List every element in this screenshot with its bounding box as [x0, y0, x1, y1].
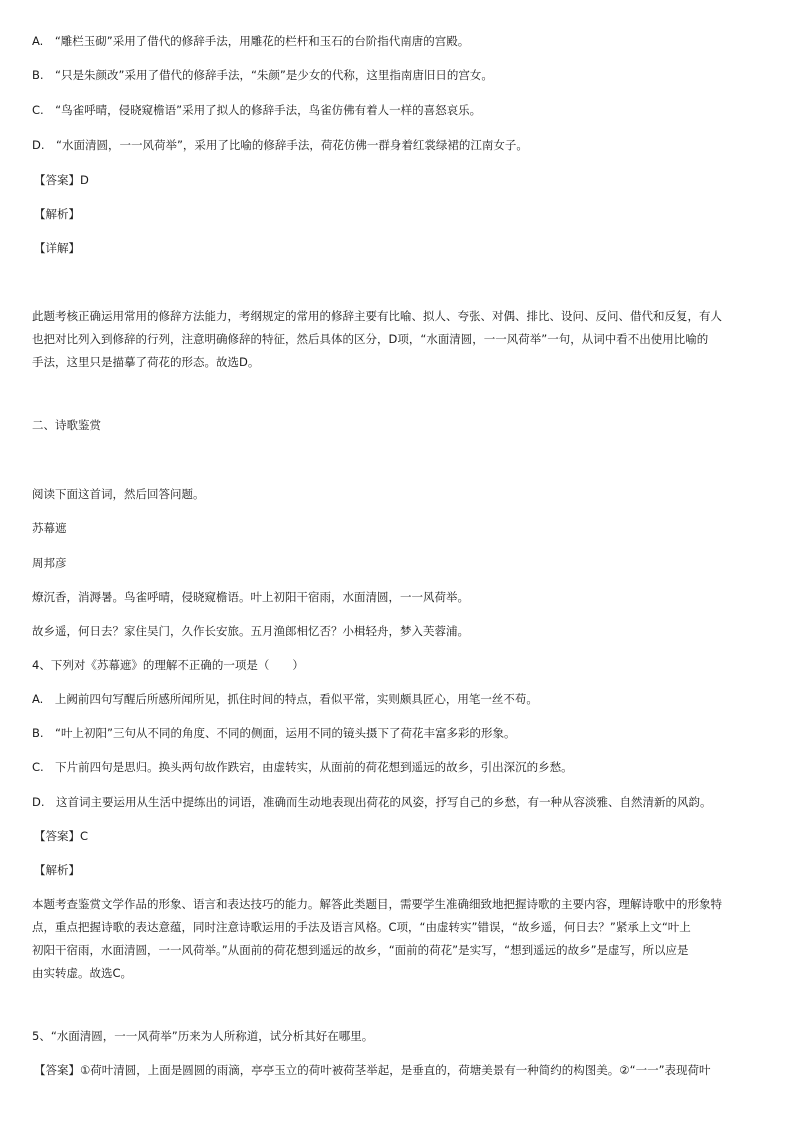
poem-line: 故乡遥，何日去？家住吴门，久作长安旅。五月渔郎相忆否？小楫轻舟，梦入芙蓉浦。 — [32, 624, 469, 638]
q3-explanation-line: 此题考核正确运用常用的修辞方法能力，考纲规定的常用的修辞主要有比喻、拟人、夸张、对偶、排比、设问、反问、借代和反复，有人 — [32, 309, 722, 323]
q3-option-b: B. “只是朱颜改”采用了借代的修辞手法，“朱颜”是少女的代称，这里指南唐旧日的宫女。 — [32, 68, 493, 82]
q3-option-c: C. “鸟雀呼晴，侵晓窥檐语”采用了拟人的修辞手法，鸟雀仿佛有着人一样的喜怒哀乐。 — [32, 103, 482, 117]
q3-explanation — [32, 305, 762, 374]
q4-explanation-line: 点，重点把握诗歌的表达意蕴，同时注意诗歌运用的手法及语言风格。C项，“由虚转实”错误，“故乡遥，何日去？”紧承上文“叶上 — [32, 920, 691, 934]
q5-answer: 【答案】①荷叶清圆，上面是圆圆的雨滴，亭亭玉立的荷叶被荷茎举起，是垂直的，荷塘美景有一种简约的构图美。②“一一”表现荷叶 — [34, 1063, 711, 1077]
q4-option-a: A. 上阙前四句写醒后所感所闻所见，抓住时间的特点，看似平常，实则颇具匠心，用笔一丝不苟。 — [32, 692, 538, 706]
q4-analysis-label: 【解析】 — [34, 863, 80, 877]
poem-title: 苏幕遮 — [32, 521, 67, 535]
q3-detail-label: 【详解】 — [34, 241, 80, 255]
q3-option-a: A. “雕栏玉砌”采用了借代的修辞手法，用雕花的栏杆和玉石的台阶指代南唐的宫殿。 — [32, 34, 470, 48]
poem-author: 周邦彦 — [32, 556, 67, 570]
q3-explanation-line: 也把对比列入到修辞的行列，注意明确修辞的特征，然后具体的区分，D项，“水面清圆，一一风荷举”一句，从词中看不出使用比喻的 — [32, 332, 709, 346]
q5-stem: 5、“水面清圆，一一风荷举”历来为人所称道，试分析其好在哪里。 — [32, 1029, 374, 1043]
q4-answer: 【答案】C — [34, 829, 89, 843]
poem-intro: 阅读下面这首词，然后回答问题。 — [32, 487, 205, 501]
q3-option-d: D. “水面清圆，一一风荷举”，采用了比喻的修辞手法，荷花仿佛一群身着红裳绿裙的江南女子。 — [32, 138, 528, 152]
q4-stem: 4、下列对《苏幕遮》的理解不正确的一项是（ ） — [32, 658, 304, 672]
q3-explanation-line: 手法，这里只是描摹了荷花的形态。故选D。 — [32, 355, 260, 369]
q4-option-c: C. 下片前四句是思归。换头两句故作跌宕，由虚转实，从面前的荷花想到遥远的故乡，引出深沉的乡愁。 — [32, 760, 573, 774]
q4-explanation-line: 由实转虚。故选C。 — [32, 966, 133, 980]
q4-explanation-line: 本题考查鉴赏文学作品的形象、语言和表达技巧的能力。解答此类题目，需要学生准确细致地把握诗歌的主要内容，理解诗歌中的形象特 — [32, 897, 722, 911]
q4-explanation — [32, 893, 762, 985]
poem-line: 燎沉香，消溽暑。鸟雀呼晴，侵晓窥檐语。叶上初阳干宿雨，水面清圆，一一风荷举。 — [32, 590, 469, 604]
q4-option-b: B. “叶上初阳”三句从不同的角度、不同的侧面，运用不同的镜头摄下了荷花丰富多彩的形象。 — [32, 726, 516, 740]
q4-explanation-line: 初阳干宿雨，水面清圆，一一风荷举。”从面前的荷花想到遥远的故乡，“面前的荷花”是实写，“想到遥远的故乡”是虚写，所以应是 — [32, 943, 689, 957]
section-title: 二、诗歌鉴赏 — [32, 418, 101, 432]
q3-analysis-label: 【解析】 — [34, 207, 80, 221]
q4-option-d: D. 这首词主要运用从生活中提练出的词语，准确而生动地表现出荷花的风姿，抒写自己的乡愁，有一种从容淡雅、自然清新的风韵。 — [32, 795, 712, 809]
q3-answer: 【答案】D — [34, 173, 89, 187]
